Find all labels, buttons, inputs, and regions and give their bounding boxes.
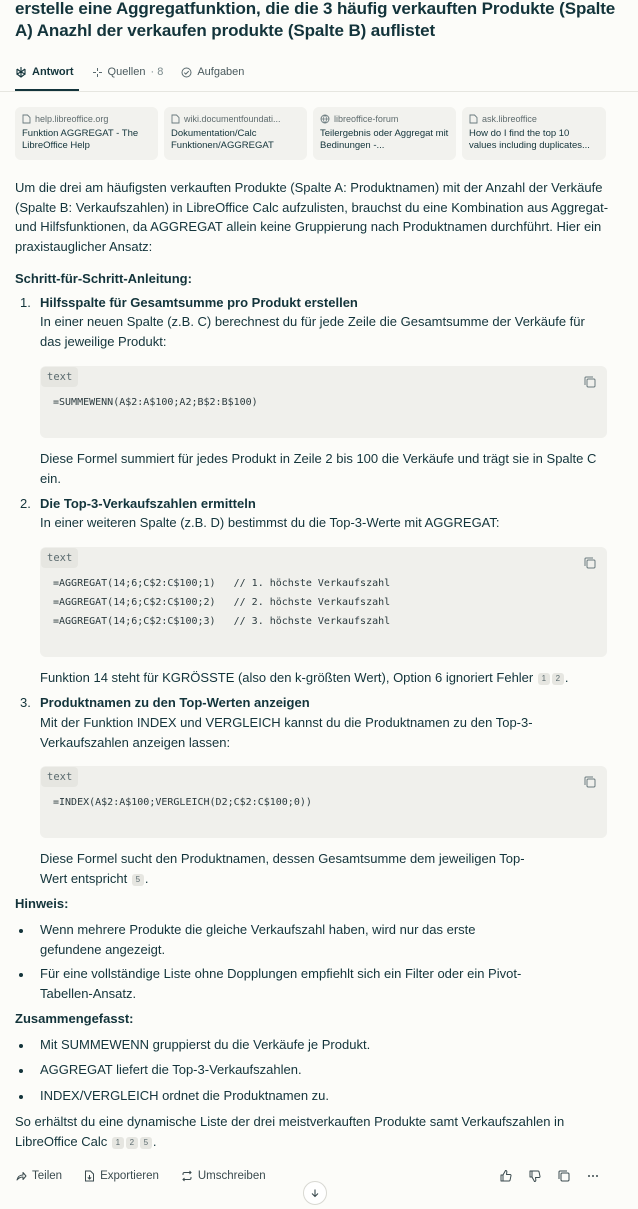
feedback-actions	[499, 1169, 600, 1183]
copy-icon[interactable]	[583, 775, 597, 789]
bullet-dot	[19, 1044, 23, 1048]
source-title: Funktion AGGREGAT - The LibreOffice Help	[22, 128, 139, 151]
tab-divider	[0, 91, 638, 92]
bullet-dot	[19, 929, 23, 933]
perplexity-logo-icon	[15, 66, 27, 78]
step-description: Mit der Funktion INDEX und VERGLEICH kannst du die Produktnamen zu den Top-3-Verkaufszahlen anzeigen lassen:	[40, 715, 533, 750]
thumbs-up-icon[interactable]	[499, 1169, 513, 1183]
export-button[interactable]	[84, 1170, 159, 1182]
code-block	[40, 366, 607, 438]
code-content: =AGGREGAT(14;6;C$2:C$100;1) // 1. höchste Verkaufszahl =AGGREGAT(14;6;C$2:C$100;2) // 2. höchste Verkaufszahl =AGGREGAT(14;6;C$2:C$100;3) // 3. höchste Verkaufszahl	[53, 578, 391, 627]
step-title: Produktnamen zu den Top-Werten anzeigen	[40, 695, 310, 710]
code-language-label: text	[41, 767, 78, 787]
source-title: Dokumentation/Calc Funktionen/AGGREGAT	[171, 128, 274, 151]
step-number: 3.	[20, 695, 31, 710]
citation-badge[interactable]: 1	[538, 673, 550, 685]
guide-heading: Schritt-für-Schritt-Anleitung:	[15, 271, 192, 286]
tab-aufgaben[interactable]	[181, 63, 244, 81]
answer-actions	[15, 1170, 266, 1182]
code-language-label: text	[41, 367, 78, 387]
share-button[interactable]	[15, 1170, 62, 1182]
code-content: =INDEX(A$2:A$100;VERGLEICH(D2;C$2:C$100;0))	[53, 797, 312, 808]
summary-item: Mit SUMMEWENN gruppierst du die Verkäufe je Produkt.	[40, 1037, 371, 1052]
sources-icon	[92, 67, 103, 78]
globe-icon	[320, 114, 330, 124]
bullet-dot	[19, 1069, 23, 1073]
tab-quellen-label: Quellen	[107, 66, 146, 78]
step-number: 2.	[20, 496, 31, 511]
conclusion-paragraph: So erhältst du eine dynamische Liste der drei meistverkauften Produkte samt Verkaufszahlen in LibreOffice Calc 1 2 5 .	[15, 1114, 565, 1149]
source-card[interactable]	[164, 107, 307, 160]
step-number: 1.	[20, 295, 31, 310]
citation-badge[interactable]: 1	[112, 1137, 124, 1149]
source-domain: wiki.documentfoundati...	[184, 114, 281, 124]
more-options-icon[interactable]	[586, 1169, 600, 1183]
step-after-body: Funktion 14 steht für KGRÖSSTE (also den k-größten Wert), Option 6 ignoriert Fehler	[40, 670, 534, 685]
source-cards	[15, 107, 606, 160]
source-card[interactable]	[313, 107, 456, 160]
code-block	[40, 547, 607, 657]
tab-antwort[interactable]	[15, 63, 74, 81]
source-domain: ask.libreoffice	[482, 114, 537, 124]
arrow-down-icon	[310, 1188, 320, 1198]
step-description: In einer weiteren Spalte (z.B. D) bestimmst du die Top-3-Werte mit AGGREGAT:	[40, 515, 500, 530]
query-title: erstelle eine Aggregatfunktion, die die 3 häufig verkauften Produkte (Spalte A) Anazhl der verkaufen produkte (Spalte B) auflistet	[15, 0, 616, 40]
share-icon	[15, 1170, 27, 1182]
code-content: =SUMMEWENN(A$2:A$100;A2;B$2:B$100)	[53, 397, 258, 408]
export-icon	[84, 1170, 95, 1182]
summary-item: AGGREGAT liefert die Top-3-Verkaufszahlen.	[40, 1062, 302, 1077]
rewrite-label: Umschreiben	[197, 1170, 266, 1182]
rewrite-icon	[181, 1170, 193, 1182]
copy-icon[interactable]	[557, 1169, 571, 1183]
copy-icon[interactable]	[583, 556, 597, 570]
hint-heading: Hinweis:	[15, 896, 69, 911]
hint-item: Für eine vollständige Liste ohne Dopplungen empfiehlt sich ein Filter oder ein Pivot-Tabellen-Ansatz.	[40, 966, 522, 1001]
export-label: Exportieren	[100, 1170, 159, 1182]
tab-aufgaben-label: Aufgaben	[197, 66, 245, 78]
citation-badge[interactable]: 2	[126, 1137, 138, 1149]
source-title: Teilergebnis oder Aggregat mit Bedinungen -...	[320, 128, 449, 151]
tab-quellen[interactable]	[92, 63, 164, 81]
bullet-dot	[19, 1095, 23, 1099]
rewrite-button[interactable]	[181, 1170, 266, 1182]
source-title: How do I find the top 10 values including duplicates...	[469, 128, 590, 151]
share-label: Teilen	[32, 1170, 63, 1182]
step-title: Die Top-3-Verkaufszahlen ermitteln	[40, 496, 256, 511]
intro-paragraph: Um die drei am häufigsten verkauften Produkte (Spalte A: Produktnamen) mit der Anzahl der Verkäufe (Spalte B: Verkaufszahlen) in LibreOffice Calc aufzulisten, brauchst du eine Kombination aus Aggregat- und Hilfsfunktionen, da AGGREGAT allein keine Gruppierung nach Produktnamen durchführt. Hier ein praxistauglicher Ansatz:	[15, 180, 609, 254]
citation-badge[interactable]: 5	[132, 874, 144, 886]
citation-badge[interactable]: 2	[552, 673, 564, 685]
tab-quellen-count: · 8	[150, 66, 164, 78]
source-domain: libreoffice-forum	[334, 114, 399, 124]
step-after-text: Diese Formel sucht den Produktnamen, dessen Gesamtsumme dem jeweiligen Top-Wert entspricht 5 .	[40, 851, 525, 886]
source-domain: help.libreoffice.org	[35, 114, 109, 124]
step-after-body: Diese Formel sucht den Produktnamen, dessen Gesamtsumme dem jeweiligen Top-Wert entspricht	[40, 851, 525, 886]
conclusion-body: So erhältst du eine dynamische Liste der drei meistverkauften Produkte samt Verkaufszahlen in LibreOffice Calc	[15, 1114, 565, 1149]
step-description: In einer neuen Spalte (z.B. C) berechnest du für jede Zeile die Gesamtsumme der Verkäufe für das jeweilige Produkt:	[40, 314, 585, 349]
tab-antwort-label: Antwort	[32, 66, 74, 78]
source-card[interactable]	[15, 107, 158, 160]
code-language-label: text	[41, 548, 78, 568]
code-block	[40, 766, 607, 838]
summary-heading: Zusammengefasst:	[15, 1011, 134, 1026]
thumbs-down-icon[interactable]	[528, 1169, 542, 1183]
copy-icon[interactable]	[583, 375, 597, 389]
active-tab-indicator	[15, 89, 79, 91]
document-icon	[469, 114, 478, 124]
step-after-text: Diese Formel summiert für jedes Produkt in Zeile 2 bis 100 die Verkäufe und trägt sie in Spalte C ein.	[40, 451, 597, 486]
step-after-text: Funktion 14 steht für KGRÖSSTE (also den k-größten Wert), Option 6 ignoriert Fehler 1 2 .	[40, 670, 569, 685]
bullet-dot	[19, 973, 23, 977]
document-icon	[22, 114, 31, 124]
citation-badge[interactable]: 5	[140, 1137, 152, 1149]
scroll-down-button[interactable]	[303, 1181, 327, 1205]
hint-item: Wenn mehrere Produkte die gleiche Verkaufszahl haben, wird nur das erste gefundene angezeigt.	[40, 922, 476, 957]
summary-item: INDEX/VERGLEICH ordnet die Produktnamen zu.	[40, 1088, 330, 1103]
answer-tabs	[15, 63, 244, 81]
document-icon	[171, 114, 180, 124]
step-title: Hilfsspalte für Gesamtsumme pro Produkt erstellen	[40, 295, 358, 310]
source-card[interactable]	[462, 107, 606, 160]
check-circle-icon	[181, 67, 192, 78]
